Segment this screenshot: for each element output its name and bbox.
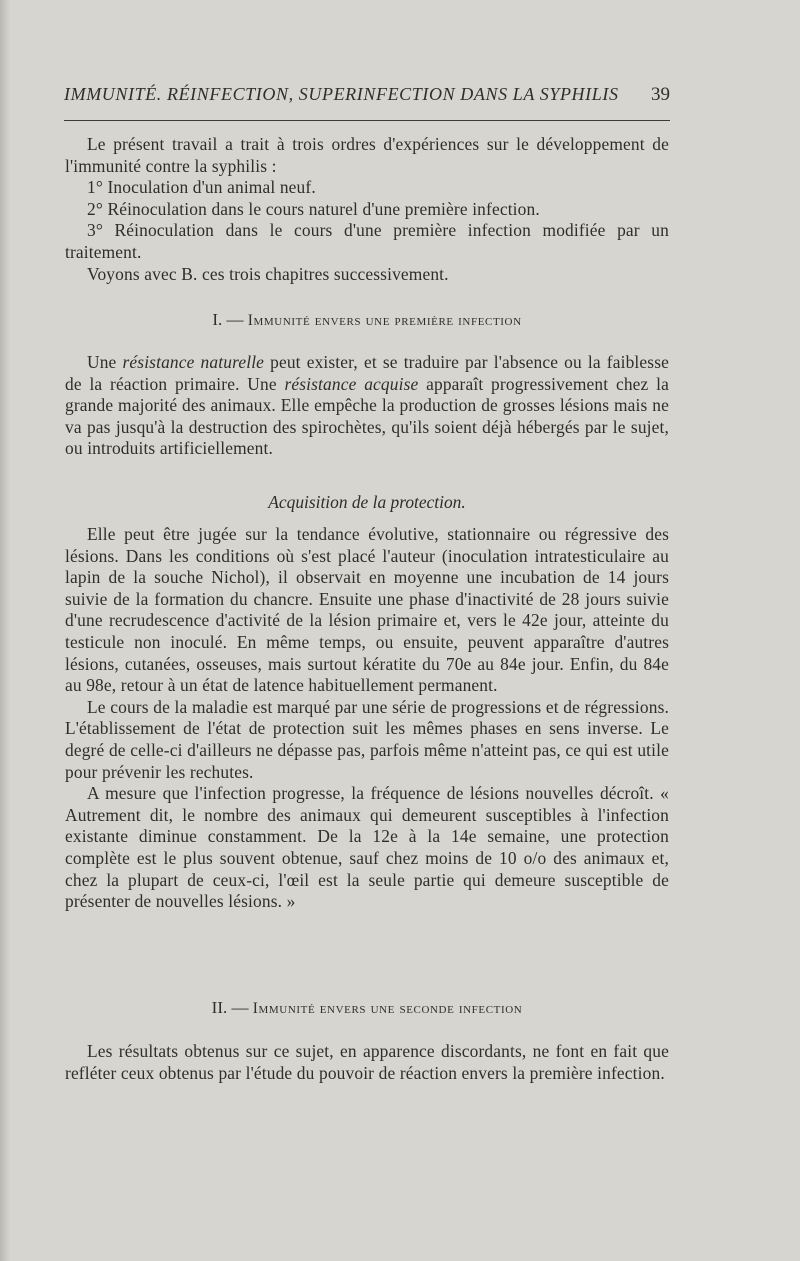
running-head: IMMUNITÉ. RÉINFECTION, SUPERINFECTION DANS LA SYPHILIS <box>64 84 619 104</box>
text-run: Une <box>87 352 123 372</box>
header-rule <box>64 120 670 121</box>
section-1-number: I. — <box>212 310 244 329</box>
intro-paragraph: Le présent travail a trait à trois ordres d'expériences sur le développement de l'immunité contre la syphilis : <box>65 134 669 176</box>
emphasis-natural-resistance: résistance naturelle <box>122 352 265 372</box>
section-2-number: II. — <box>211 998 249 1017</box>
section-1-title: Immunité envers une première infection <box>247 312 522 329</box>
page-number: 39 <box>651 84 670 105</box>
text-run: apparaît progressivement chez la grande majorité des animaux. Elle empêche la production de grosses lésions mais ne va pas jusqu'à la destruction des spirochètes, qu'ils soient déjà hébergés par le sujet, ou introduits artificiellement. <box>65 373 669 459</box>
text-run: peut exister, et se traduire par l'absence ou la faiblesse de la réaction primaire. Une <box>65 352 669 394</box>
section-2-paragraph-1: Les résultats obtenus sur ce sujet, en apparence discordants, ne font en fait que refléter ceux obtenus par l'étude du pouvoir de réaction envers la première infection. <box>65 1041 669 1083</box>
list-item-2: 2° Réinoculation dans le cours naturel d'une première infection. <box>87 198 540 219</box>
emphasis-acquired-resistance: résistance acquise <box>284 373 419 394</box>
page-header <box>64 84 670 114</box>
section-2-paragraph-1-block <box>65 1041 669 1084</box>
section-1-paragraph-1 <box>65 352 669 460</box>
section-1-body <box>65 524 669 913</box>
section-2-title: Immunité envers une seconde infection <box>252 1000 523 1017</box>
section-1-paragraph-2: Elle peut être jugée sur la tendance évolutive, stationnaire ou régressive des lésions. Dans les conditions où s'est placé l'auteur (inoculation intratesticulaire au lapin de la souche Nichol), il observait en moyenne une incubation de 14 jours suivie de la formation du chancre. Ensuite une phase d'inactivité de 28 jours suivie d'une recrudescence d'activité de la lésion primaire et, vers le 42e jour, atteinte du testicule non inoculé. En même temps, ou ensuite, peuvent apparaître d'autres lésions, cutanées, osseuses, mais surtout kératite du 70e au 84e jour. Enfin, du 84e au 98e, retour à un état de latence habituellement permanent. <box>65 524 669 696</box>
intro-block <box>65 134 669 285</box>
intro-conclusion: Voyons avec B. ces trois chapitres successivement. <box>87 263 449 284</box>
section-1-heading <box>65 310 669 330</box>
page-edge-shadow <box>0 0 10 1261</box>
section-1-paragraph-4: A mesure que l'infection progresse, la fréquence de lésions nouvelles décroît. « Autrement dit, le nombre des animaux qui demeurent susceptibles à l'infection existante diminue constamment. De la 12e à la 14e semaine, une protection complète est le plus souvent obtenue, sauf chez moins de 10 o/o des animaux et, chez la plupart de ceux-ci, l'œil est la seule partie qui demeure susceptible de présenter de nouvelles lésions. » <box>65 783 669 912</box>
list-item-1: 1° Inoculation d'un animal neuf. <box>87 177 316 198</box>
list-item-3: 3° Réinoculation dans le cours d'une première infection modifiée par un traitement. <box>65 220 669 262</box>
section-1-paragraph-3: Le cours de la maladie est marqué par une série de progressions et de régressions. L'établissement de l'état de protection suit les mêmes phases en sens inverse. Le degré de celle-ci d'ailleurs ne dépasse pas, parfois même n'atteint pas, ce qui est utile pour prévenir les rechutes. <box>65 696 669 782</box>
section-2-heading <box>65 998 669 1018</box>
subheading-acquisition: Acquisition de la protection. <box>268 492 466 512</box>
